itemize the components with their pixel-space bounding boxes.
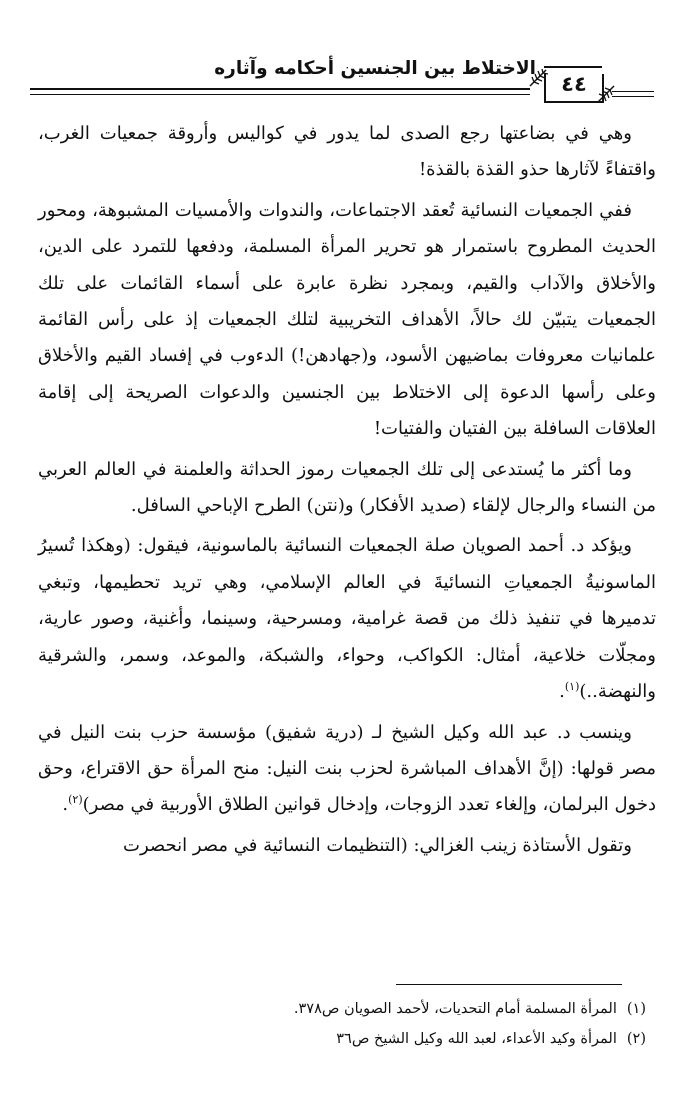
footnotes <box>38 994 646 1054</box>
footnote-item <box>38 1024 646 1054</box>
paragraph: وهي في بضاعتها رجع الصدى لما يدور في كواليس وأروقة جمعيات الغرب، واقتفاءً لآثارها حذو القذة بالقذة! <box>38 123 656 181</box>
paragraph: وينسب د. عبد الله وكيل الشيخ لـ (درية شفيق) مؤسسة حزب بنت النيل في مصر قولها: (إنَّ الأهداف المباشرة لحزب بنت النيل: منح المرأة حق الاقتراع، وحق دخول البرلمان، وإلغاء تعدد الزوجات، وإدخال قوانين الطلاق الأوربية في مصر)$^{(٢)}$. <box>38 721 656 816</box>
footnote-item <box>38 994 646 1024</box>
header-rule-right-2 <box>612 96 654 97</box>
running-header-title: الاختلاط بين الجنسين أحكامه وآثاره <box>214 58 536 79</box>
paragraph: ويؤكد د. أحمد الصويان صلة الجمعيات النسائية بالماسونية، فيقول: (وهكذا تُسيرُ الماسونيةُ الجمعياتِ النسائيةَ في العالم الإسلامي، وهي تريد تحطيمها، وتبغي تدميرها في تنفيذ ذلك من قصة غرامية، ومسرحية، وسينما، وأغنية، وصور عارية، ومجلّات خلاعية، أمثال: الكواكب، وحواء، والشبكة، والموعد، وسمر، والشرقية والنهضة..)$^{(١)}$. <box>38 535 656 703</box>
header-rule-thin <box>30 94 530 95</box>
footnote-ref[interactable]: (٢) <box>68 793 83 807</box>
footnote-ref[interactable]: (١) <box>564 680 580 694</box>
paragraph: وتقول الأستاذة زينب الغزالي: (التنظيمات النسائية في مصر انحصرت <box>123 834 632 856</box>
paragraph: وما أكثر ما يُستدعى إلى تلك الجمعيات رموز الحداثة والعلمنة في العالم العربي من النساء والرجال لإلقاء (صديد الأفكار) و(نتن) الطرح الإباحي السافل. <box>38 458 656 517</box>
footnote-text: المرأة المسلمة أمام التحديات، لأحمد الصويان ص٣٧٨. <box>293 1001 617 1017</box>
footnote-number: (٢) <box>626 1031 646 1047</box>
header-rule-right-1 <box>612 91 654 92</box>
footnote-number: (١) <box>626 1001 646 1017</box>
footnote-separator <box>396 984 622 985</box>
body-text <box>38 116 656 868</box>
header-rule-thick <box>30 88 530 90</box>
paragraph: ففي الجمعيات النسائية تُعقد الاجتماعات، والندوات والأمسيات المشبوهة، ومحور الحديث المطروح باستمرار هو تحرير المرأة المسلمة، ودفعها للتمرد على الدين، والأخلاق والآداب والقيم، وبمجرد نظرة عابرة على أسماء القائمات على تلك الجمعيات يتبيّن لك حالاً، الأهداف التخريبية لتلك الجمعيات إذ على رأس القائمة علمانيات معروفات بماضيهن الأسود، و(جهادهن!) الدءوب في إفساد القيم والأخلاق وعلى رأسها الدعوة إلى الاختلاط بين الجنسين والدعوات الصريحة إلى إقامة العلاقات السافلة بين الفتيان والفتيات! <box>38 199 656 440</box>
page-number: ٤٤ <box>561 72 587 96</box>
feather-ornament-icon <box>594 84 616 106</box>
footnote-text: المرأة وكيد الأعداء، لعبد الله وكيل الشيخ ص٣٦ <box>336 1031 617 1047</box>
